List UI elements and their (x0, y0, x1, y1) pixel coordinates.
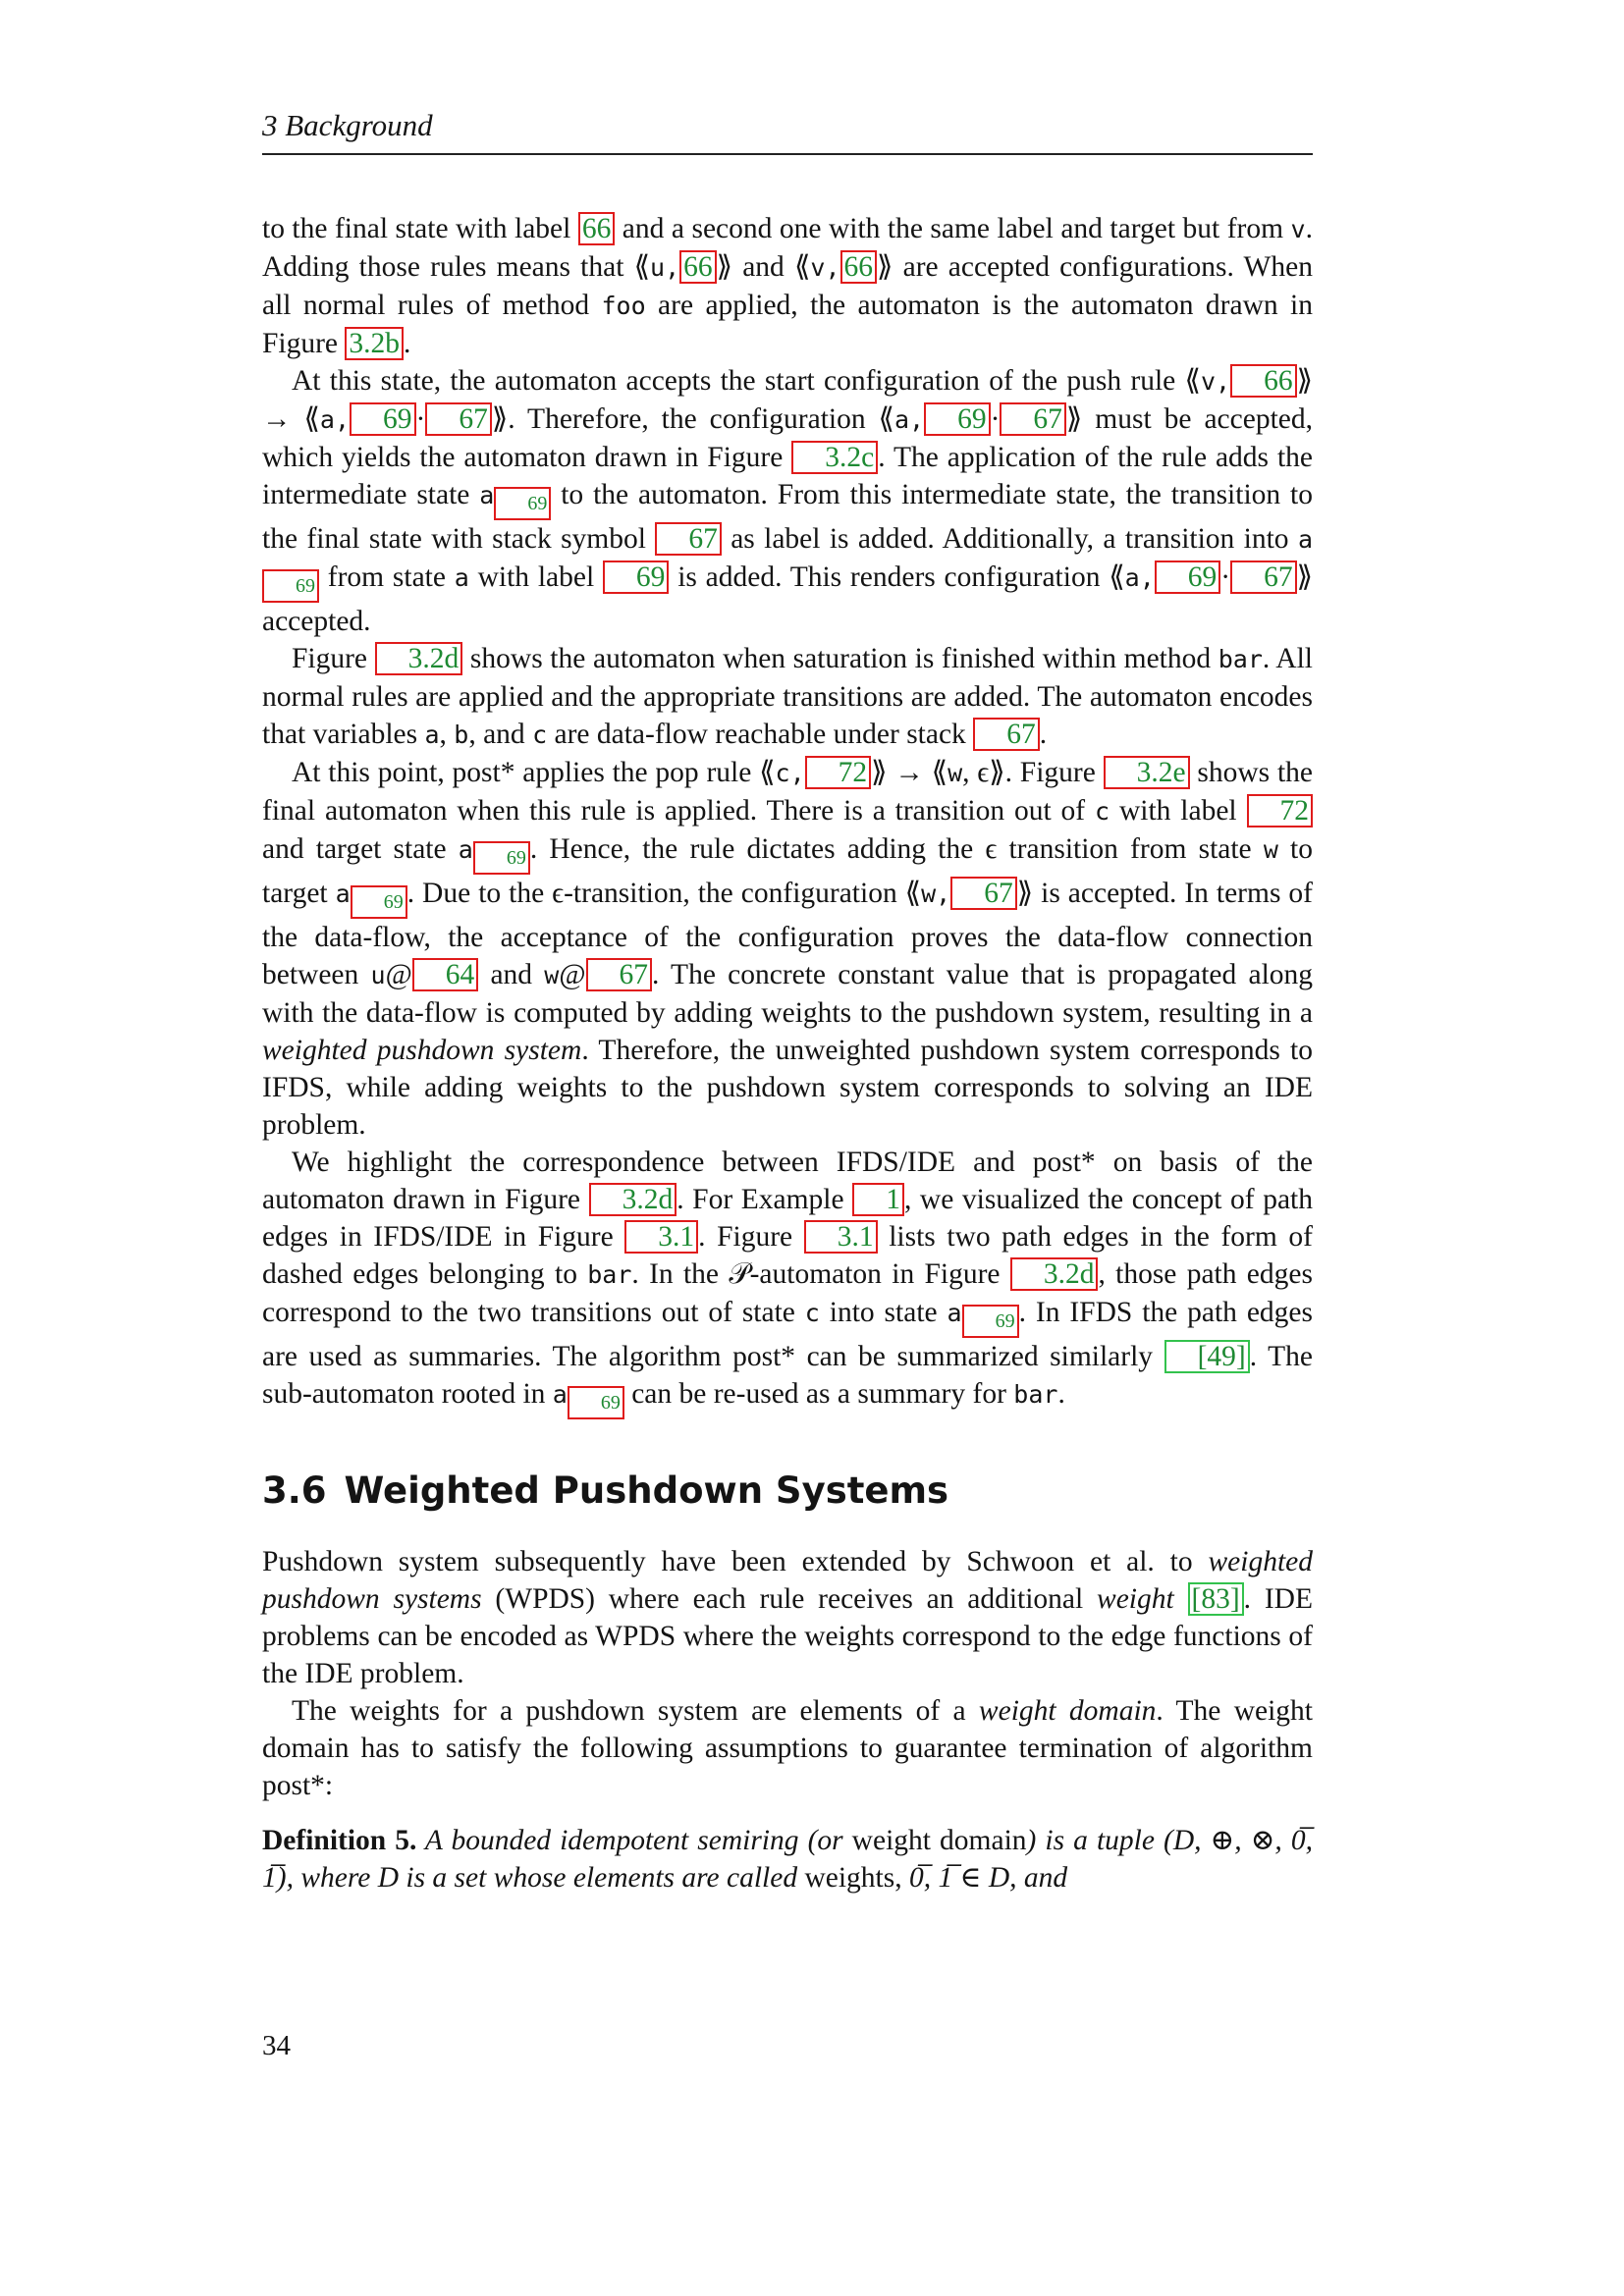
ref-69[interactable]: 69 (473, 841, 530, 875)
ref-69[interactable]: 69 (603, 561, 670, 594)
ref-69[interactable]: 69 (351, 885, 407, 919)
paragraph-3: Figure 3.2d shows the automaton when saturation is finished within method bar. All normal rules are applied and the appropriate transitions are added. The automaton encodes that variables a, b, and c are data-flow reachable under stack 67 . (262, 643, 1313, 750)
paragraph-4: At this point, post* applies the pop rule ⟪c, 72 ⟫ → ⟪w, ϵ⟫. Figure 3.2e shows the final automaton when this rule is applied. There is a transition out of c with label 72 and target state a 69 . Hence, the rule dictates adding the ϵ transition from state w to target a 69 . Due to the ϵ-transition, the configuration ⟪w, 67 ⟫ is accepted. In terms of the data-flow, the acceptance of the configuration proves the data-flow connection between u@ 64 and w@ 67 . The concrete constant value that is propagated along with the data-flow is computed by adding weights to the pushdown system, resulting in a weighted pushdown system. Therefore, the unweighted pushdown system corresponds to IFDS, while adding weights to the pushdown system corresponds to solving an IDE problem. (262, 757, 1314, 1141)
page-number: 34 (262, 2030, 291, 2061)
ref-72[interactable]: 72 (805, 756, 872, 789)
section-heading (262, 1469, 1313, 1512)
ref-67[interactable]: 67 (1000, 402, 1066, 436)
ref-67[interactable]: 67 (950, 877, 1017, 910)
ref-66[interactable]: 66 (578, 212, 616, 245)
ref-69[interactable]: 69 (924, 402, 991, 436)
ref-72[interactable]: 72 (1247, 794, 1314, 828)
ref-figure-3-1[interactable]: 3.1 (804, 1220, 878, 1254)
paragraph-1: to the final state with label 66 and a second one with the same label and target but from v. Adding those rules means that ⟪u, 66 ⟫ and ⟪v, 66 ⟫ are accepted configurations. When all normal rules of method foo are applied, the automaton is the automaton drawn in Figure 3.2b . (262, 213, 1313, 359)
ref-66[interactable]: 66 (679, 250, 717, 284)
ref-69[interactable]: 69 (1155, 561, 1221, 594)
ref-figure-3-2e[interactable]: 3.2e (1104, 756, 1190, 789)
ref-67[interactable]: 67 (1230, 561, 1297, 594)
ref-69[interactable]: 69 (262, 569, 319, 603)
ref-69[interactable]: 69 (350, 402, 416, 436)
ref-figure-3-2d[interactable]: 3.2d (1010, 1257, 1099, 1291)
ref-69[interactable]: 69 (568, 1386, 624, 1419)
definition-title: Definition 5. (262, 1825, 417, 1856)
ref-66[interactable]: 66 (1230, 364, 1297, 398)
ref-67[interactable]: 67 (655, 522, 722, 556)
citation-83[interactable]: [83] (1188, 1582, 1244, 1616)
citation-49[interactable]: [49] (1164, 1340, 1250, 1373)
ref-67[interactable]: 67 (425, 402, 492, 436)
ref-figure-3-1[interactable]: 3.1 (624, 1220, 698, 1254)
ref-64[interactable]: 64 (412, 958, 479, 991)
ref-67[interactable]: 67 (586, 958, 653, 991)
page-body (262, 210, 1313, 1896)
header-rule (262, 153, 1313, 155)
definition-5: Definition 5. A bounded idempotent semiring (or weight domain) is a tuple (D, ⊕, ⊗, 0̅, 1̅), where D is a set whose elements are called weights, 0̅, 1̅ ∈ D, and (262, 1825, 1313, 1894)
section-number: 3.6 (262, 1469, 327, 1512)
ref-figure-3-2d[interactable]: 3.2d (375, 642, 463, 675)
ref-figure-3-2c[interactable]: 3.2c (791, 441, 878, 474)
paragraph-6: Pushdown system subsequently have been extended by Schwoon et al. to weighted pushdown systems (WPDS) where each rule receives an additional weight [83] . IDE problems can be encoded as WPDS where the weights correspond to the edge functions of the IDE problem. (262, 1546, 1313, 1689)
running-header: 3 Background (262, 108, 433, 142)
paragraph-2: At this state, the automaton accepts the start configuration of the push rule ⟪v, 66 ⟫ → ⟪a, 69 · 67 ⟫. Therefore, the configuration ⟪a, 69 · 67 ⟫ must be accepted, which yields the automaton drawn in Figure 3.2c . The application of the rule adds the intermediate state a 69 to the automaton. From this intermediate state, the transition to the final state with stack symbol 67 as label is added. Additionally, a transition into a69 from state a with label 69 is added. This renders configuration ⟪a, 69 · 67 ⟫ accepted. (262, 365, 1314, 637)
ref-66[interactable]: 66 (840, 250, 878, 284)
section-title: Weighted Pushdown Systems (344, 1469, 949, 1512)
ref-example-1[interactable]: 1 (852, 1183, 904, 1216)
paragraph-7: The weights for a pushdown system are elements of a weight domain. The weight domain has to satisfy the following assumptions to guarantee termination of algorithm post*: (262, 1695, 1313, 1801)
ref-figure-3-2b[interactable]: 3.2b (345, 327, 404, 360)
ref-69[interactable]: 69 (494, 487, 551, 520)
ref-figure-3-2d[interactable]: 3.2d (589, 1183, 677, 1216)
ref-67[interactable]: 67 (973, 718, 1040, 751)
ref-69[interactable]: 69 (962, 1305, 1019, 1338)
paragraph-5: We highlight the correspondence between IFDS/IDE and post* on basis of the automaton drawn in Figure 3.2d . For Example 1 , we visualized the concept of path edges in IFDS/IDE in Figure 3.1 . Figure 3.1 lists two path edges in the form of dashed edges belonging to bar. In the 𝒫-automaton in Figure 3.2d , those path edges correspond to the two transitions out of state c into state a 69 . In IFDS the path edges are used as summaries. The algorithm post* can be summarized similarly [49] . The sub-automaton rooted in a 69 can be re-used as a summary for bar. (262, 1144, 1313, 1419)
